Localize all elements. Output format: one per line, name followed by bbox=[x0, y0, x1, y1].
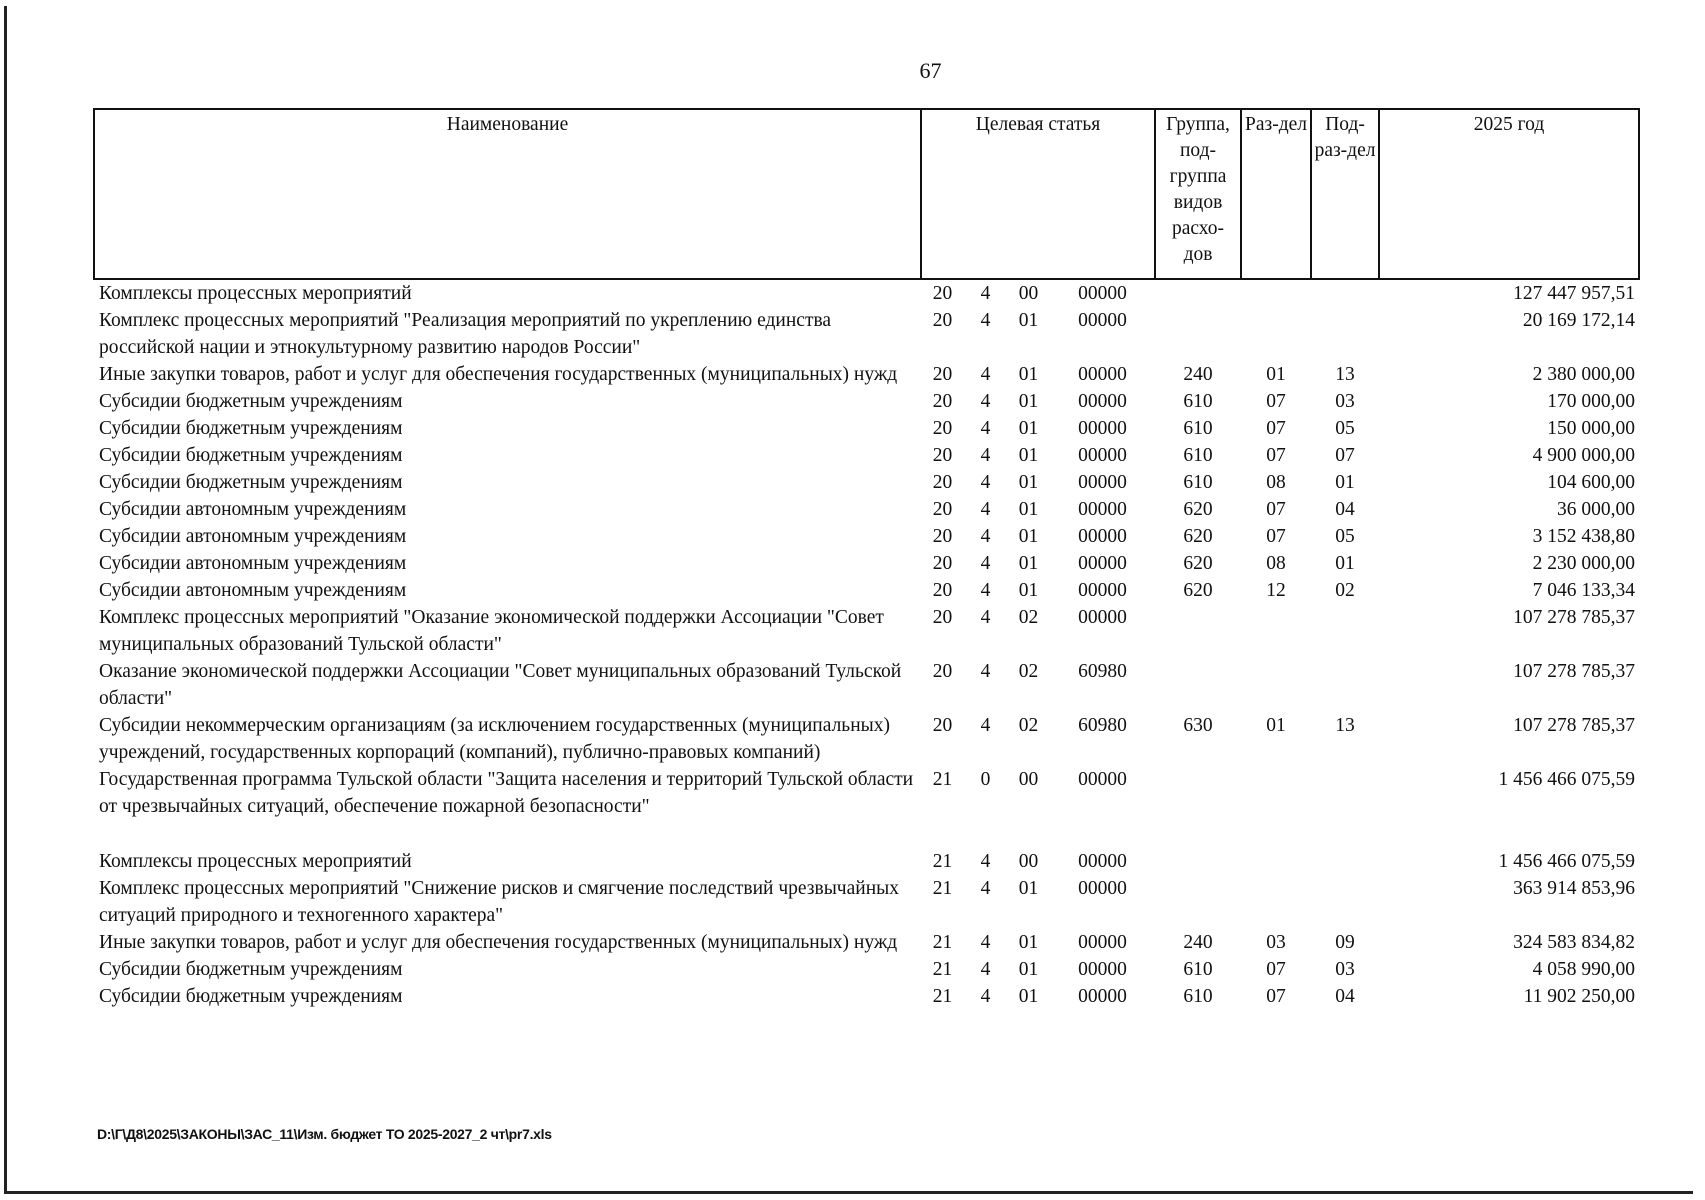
cell-amount: 4 900 000,00 bbox=[1532, 445, 1636, 466]
header-expense-group-label: Группа, под-группа видов расхо-дов bbox=[1166, 114, 1230, 265]
cell-amount: 20 169 172,14 bbox=[1522, 310, 1636, 331]
cell-target-complex: 00 bbox=[1018, 851, 1039, 872]
cell-subsection: 13 bbox=[1335, 364, 1355, 385]
cell-target-direction: 00000 bbox=[1078, 499, 1127, 520]
cell-section: 07 bbox=[1266, 959, 1286, 980]
cell-subsection: 03 bbox=[1335, 391, 1355, 412]
cell-expense-group: 610 bbox=[1183, 391, 1213, 412]
cell-subsection bbox=[1311, 658, 1379, 712]
cell-expense-group bbox=[1155, 658, 1241, 712]
cell-name: Субсидии автономным учреждениям bbox=[99, 526, 407, 547]
cell-name: Комплексы процессных мероприятий bbox=[99, 851, 412, 872]
cell-expense-group: 620 bbox=[1183, 499, 1213, 520]
cell-name: Оказание экономической поддержки Ассоциации "Совет муниципальных образований Тульской области" bbox=[99, 661, 902, 709]
cell-target-program: 20 bbox=[932, 607, 953, 628]
cell-subsection: 09 bbox=[1335, 932, 1355, 953]
cell-target-direction: 00000 bbox=[1078, 283, 1127, 304]
cell-subsection: 07 bbox=[1335, 445, 1355, 466]
cell-target-type: 4 bbox=[980, 607, 991, 628]
cell-name: Субсидии бюджетным учреждениям bbox=[99, 391, 403, 412]
cell-expense-group bbox=[1155, 307, 1241, 361]
cell-expense-group: 610 bbox=[1183, 472, 1213, 493]
cell-target-program: 20 bbox=[932, 310, 953, 331]
header-subsection: Под-раз-дел bbox=[1311, 109, 1379, 279]
cell-name: Субсидии бюджетным учреждениям bbox=[99, 959, 403, 980]
cell-section: 07 bbox=[1266, 499, 1286, 520]
cell-expense-group: 630 bbox=[1183, 715, 1213, 736]
cell-section: 01 bbox=[1266, 364, 1286, 385]
cell-target-complex: 01 bbox=[1018, 878, 1039, 899]
cell-target-type: 4 bbox=[980, 986, 991, 1007]
cell-target-type: 4 bbox=[980, 472, 991, 493]
cell-target-direction: 00000 bbox=[1078, 607, 1127, 628]
table-row bbox=[94, 361, 1639, 388]
cell-amount: 104 600,00 bbox=[1547, 472, 1636, 493]
cell-target-type: 4 bbox=[980, 932, 991, 953]
header-name: Наименование bbox=[94, 109, 921, 279]
cell-subsection: 03 bbox=[1335, 959, 1355, 980]
cell-section bbox=[1241, 848, 1311, 875]
cell-amount: 107 278 785,37 bbox=[1513, 661, 1636, 682]
cell-target-direction: 00000 bbox=[1078, 472, 1127, 493]
cell-target-type: 4 bbox=[980, 391, 991, 412]
cell-target-direction: 00000 bbox=[1078, 310, 1127, 331]
cell-target-program: 20 bbox=[932, 391, 953, 412]
cell-target-direction: 60980 bbox=[1078, 661, 1127, 682]
cell-section bbox=[1241, 766, 1311, 820]
cell-target-type: 4 bbox=[980, 553, 991, 574]
cell-target-type: 4 bbox=[980, 310, 991, 331]
cell-amount: 107 278 785,37 bbox=[1513, 607, 1636, 628]
table-row bbox=[94, 929, 1639, 956]
cell-target-program: 20 bbox=[932, 472, 953, 493]
cell-target-direction: 00000 bbox=[1078, 553, 1127, 574]
cell-target-type: 4 bbox=[980, 283, 991, 304]
table-row bbox=[94, 956, 1639, 983]
cell-subsection: 05 bbox=[1335, 418, 1355, 439]
cell-amount: 107 278 785,37 bbox=[1513, 715, 1636, 736]
cell-target-type: 4 bbox=[980, 851, 991, 872]
cell-section: 01 bbox=[1266, 715, 1286, 736]
cell-target-direction: 00000 bbox=[1078, 769, 1127, 790]
cell-target-direction: 00000 bbox=[1078, 878, 1127, 899]
table-row bbox=[94, 523, 1639, 550]
cell-target-direction: 00000 bbox=[1078, 851, 1127, 872]
cell-target-type: 4 bbox=[980, 715, 991, 736]
cell-target-program: 20 bbox=[932, 445, 953, 466]
cell-subsection bbox=[1311, 279, 1379, 307]
cell-target-type: 4 bbox=[980, 878, 991, 899]
cell-target-program: 20 bbox=[932, 553, 953, 574]
table-row bbox=[94, 848, 1639, 875]
table-row bbox=[94, 604, 1639, 658]
cell-target-program: 20 bbox=[932, 364, 953, 385]
cell-name: Субсидии автономным учреждениям bbox=[99, 499, 407, 520]
cell-target-program: 21 bbox=[932, 851, 953, 872]
cell-subsection bbox=[1311, 766, 1379, 820]
page-number: 67 bbox=[919, 58, 942, 83]
cell-amount: 2 230 000,00 bbox=[1532, 553, 1636, 574]
cell-subsection: 05 bbox=[1335, 526, 1355, 547]
cell-target-complex: 01 bbox=[1018, 364, 1039, 385]
cell-target-program: 21 bbox=[932, 932, 953, 953]
cell-amount: 3 152 438,80 bbox=[1532, 526, 1636, 547]
table-row bbox=[94, 279, 1639, 307]
cell-target-complex: 01 bbox=[1018, 553, 1039, 574]
cell-amount: 1 456 466 075,59 bbox=[1498, 851, 1636, 872]
cell-amount: 1 456 466 075,59 bbox=[1498, 769, 1636, 790]
cell-target-program: 20 bbox=[932, 526, 953, 547]
cell-target-program: 20 bbox=[932, 499, 953, 520]
cell-name: Субсидии бюджетным учреждениям bbox=[99, 472, 403, 493]
cell-section: 08 bbox=[1266, 472, 1286, 493]
cell-target-complex: 01 bbox=[1018, 310, 1039, 331]
cell-expense-group: 620 bbox=[1183, 526, 1213, 547]
cell-subsection: 13 bbox=[1335, 715, 1355, 736]
cell-target-program: 20 bbox=[932, 418, 953, 439]
cell-target-direction: 00000 bbox=[1078, 959, 1127, 980]
cell-section bbox=[1241, 604, 1311, 658]
cell-expense-group: 610 bbox=[1183, 986, 1213, 1007]
cell-section bbox=[1241, 279, 1311, 307]
cell-name: Иные закупки товаров, работ и услуг для обеспечения государственных (муниципальных) нужд bbox=[99, 932, 898, 953]
table-row bbox=[94, 577, 1639, 604]
cell-target-type: 4 bbox=[980, 445, 991, 466]
cell-target-complex: 02 bbox=[1018, 607, 1039, 628]
cell-subsection bbox=[1311, 604, 1379, 658]
cell-target-type: 4 bbox=[980, 364, 991, 385]
cell-amount: 11 902 250,00 bbox=[1523, 986, 1636, 1007]
cell-amount: 36 000,00 bbox=[1557, 499, 1636, 520]
cell-target-direction: 00000 bbox=[1078, 526, 1127, 547]
cell-name: Иные закупки товаров, работ и услуг для обеспечения государственных (муниципальных) нужд bbox=[99, 364, 898, 385]
cell-expense-group: 240 bbox=[1183, 364, 1213, 385]
cell-target-complex: 01 bbox=[1018, 526, 1039, 547]
cell-target-complex: 00 bbox=[1018, 769, 1039, 790]
cell-target-complex: 01 bbox=[1018, 986, 1039, 1007]
cell-target-complex: 01 bbox=[1018, 499, 1039, 520]
cell-section: 03 bbox=[1266, 932, 1286, 953]
cell-subsection: 04 bbox=[1335, 499, 1355, 520]
table-spacer-row bbox=[94, 820, 1639, 848]
cell-target-complex: 02 bbox=[1018, 715, 1039, 736]
cell-expense-group bbox=[1155, 848, 1241, 875]
cell-name: Субсидии бюджетным учреждениям bbox=[99, 445, 403, 466]
cell-target-direction: 00000 bbox=[1078, 364, 1127, 385]
cell-target-complex: 01 bbox=[1018, 391, 1039, 412]
cell-section: 07 bbox=[1266, 986, 1286, 1007]
cell-target-complex: 01 bbox=[1018, 932, 1039, 953]
cell-name: Субсидии бюджетным учреждениям bbox=[99, 986, 403, 1007]
cell-section bbox=[1241, 658, 1311, 712]
cell-target-complex: 01 bbox=[1018, 418, 1039, 439]
cell-target-direction: 00000 bbox=[1078, 580, 1127, 601]
cell-target-type: 4 bbox=[980, 499, 991, 520]
cell-expense-group bbox=[1155, 604, 1241, 658]
header-section: Раз-дел bbox=[1241, 109, 1311, 279]
cell-section: 12 bbox=[1266, 580, 1286, 601]
cell-amount: 7 046 133,34 bbox=[1532, 580, 1636, 601]
table-row bbox=[94, 766, 1639, 820]
cell-section: 07 bbox=[1266, 391, 1286, 412]
cell-target-program: 21 bbox=[932, 769, 953, 790]
table-row bbox=[94, 307, 1639, 361]
cell-amount: 363 914 853,96 bbox=[1513, 878, 1636, 899]
cell-subsection: 01 bbox=[1335, 553, 1355, 574]
table-row bbox=[94, 496, 1639, 523]
table-row bbox=[94, 712, 1639, 766]
cell-amount: 170 000,00 bbox=[1547, 391, 1636, 412]
table-row bbox=[94, 442, 1639, 469]
cell-expense-group bbox=[1155, 279, 1241, 307]
cell-name: Комплекс процессных мероприятий "Реализация мероприятий по укреплению единства российской нации и этнокультурному развитию народов России" bbox=[99, 310, 832, 358]
cell-target-type: 4 bbox=[980, 418, 991, 439]
cell-section bbox=[1241, 307, 1311, 361]
cell-expense-group: 610 bbox=[1183, 959, 1213, 980]
cell-target-complex: 00 bbox=[1018, 283, 1039, 304]
cell-amount: 127 447 957,51 bbox=[1513, 283, 1636, 304]
header-target-article: Целевая статья bbox=[921, 109, 1155, 279]
cell-target-type: 4 bbox=[980, 526, 991, 547]
cell-section: 07 bbox=[1266, 526, 1286, 547]
cell-target-direction: 00000 bbox=[1078, 391, 1127, 412]
cell-section: 07 bbox=[1266, 418, 1286, 439]
cell-section bbox=[1241, 875, 1311, 929]
cell-target-program: 21 bbox=[932, 878, 953, 899]
cell-expense-group bbox=[1155, 875, 1241, 929]
cell-target-program: 21 bbox=[932, 986, 953, 1007]
cell-name: Субсидии автономным учреждениям bbox=[99, 580, 407, 601]
cell-subsection: 04 bbox=[1335, 986, 1355, 1007]
budget-table bbox=[93, 108, 1640, 1010]
cell-name: Субсидии бюджетным учреждениям bbox=[99, 418, 403, 439]
cell-name: Государственная программа Тульской области "Защита населения и территорий Тульской области от чрезвычайных ситуаций, обеспечение пожарной безопасности" bbox=[99, 769, 914, 817]
cell-expense-group: 620 bbox=[1183, 553, 1213, 574]
cell-expense-group bbox=[1155, 766, 1241, 820]
cell-expense-group: 240 bbox=[1183, 932, 1213, 953]
cell-subsection bbox=[1311, 848, 1379, 875]
cell-name: Комплекс процессных мероприятий "Оказание экономической поддержки Ассоциации "Совет муниципальных образований Тульской области" bbox=[99, 607, 884, 655]
cell-expense-group: 610 bbox=[1183, 445, 1213, 466]
cell-subsection: 02 bbox=[1335, 580, 1355, 601]
cell-target-complex: 02 bbox=[1018, 661, 1039, 682]
cell-target-type: 4 bbox=[980, 959, 991, 980]
cell-amount: 150 000,00 bbox=[1547, 418, 1636, 439]
cell-amount: 4 058 990,00 bbox=[1532, 959, 1636, 980]
cell-target-complex: 01 bbox=[1018, 580, 1039, 601]
cell-target-program: 20 bbox=[932, 283, 953, 304]
cell-section: 08 bbox=[1266, 553, 1286, 574]
cell-amount: 2 380 000,00 bbox=[1532, 364, 1636, 385]
cell-subsection bbox=[1311, 875, 1379, 929]
table-row bbox=[94, 875, 1639, 929]
cell-name: Комплекс процессных мероприятий "Снижение рисков и смягчение последствий чрезвычайных ситуаций природного и техногенного характера" bbox=[99, 878, 899, 926]
cell-target-program: 20 bbox=[932, 661, 953, 682]
table-spacer-cell bbox=[94, 820, 1639, 848]
cell-name: Комплексы процессных мероприятий bbox=[99, 283, 412, 304]
cell-target-program: 21 bbox=[932, 959, 953, 980]
cell-target-direction: 00000 bbox=[1078, 418, 1127, 439]
cell-expense-group: 620 bbox=[1183, 580, 1213, 601]
cell-target-program: 20 bbox=[932, 580, 953, 601]
table-row bbox=[94, 415, 1639, 442]
table-header-row bbox=[94, 109, 1639, 279]
cell-target-direction: 60980 bbox=[1078, 715, 1127, 736]
cell-target-complex: 01 bbox=[1018, 445, 1039, 466]
header-expense-group bbox=[1155, 109, 1241, 279]
cell-target-direction: 00000 bbox=[1078, 986, 1127, 1007]
table-row bbox=[94, 388, 1639, 415]
cell-target-type: 4 bbox=[980, 580, 991, 601]
cell-subsection bbox=[1311, 307, 1379, 361]
cell-target-program: 20 bbox=[932, 715, 953, 736]
cell-expense-group: 610 bbox=[1183, 418, 1213, 439]
table-row bbox=[94, 469, 1639, 496]
file-path-footer: D:\Г\Д8\2025\ЗАКОНЫ\ЗАС_11\Изм. бюджет ТО 2025-2027_2 чт\pr7.xls bbox=[97, 1126, 552, 1142]
cell-section: 07 bbox=[1266, 445, 1286, 466]
cell-subsection: 01 bbox=[1335, 472, 1355, 493]
cell-amount: 324 583 834,82 bbox=[1513, 932, 1636, 953]
table-row bbox=[94, 550, 1639, 577]
header-year: 2025 год bbox=[1379, 109, 1639, 279]
table-row bbox=[94, 983, 1639, 1010]
cell-target-type: 0 bbox=[980, 769, 991, 790]
cell-name: Субсидии автономным учреждениям bbox=[99, 553, 407, 574]
cell-target-complex: 01 bbox=[1018, 959, 1039, 980]
cell-name: Субсидии некоммерческим организациям (за исключением государственных (муниципальных) учреждений, государственных корпораций (компаний), публично-правовых компаний) bbox=[99, 715, 890, 763]
cell-target-direction: 00000 bbox=[1078, 932, 1127, 953]
cell-target-direction: 00000 bbox=[1078, 445, 1127, 466]
table-row bbox=[94, 658, 1639, 712]
cell-target-type: 4 bbox=[980, 661, 991, 682]
table-body bbox=[94, 279, 1639, 1010]
cell-target-complex: 01 bbox=[1018, 472, 1039, 493]
